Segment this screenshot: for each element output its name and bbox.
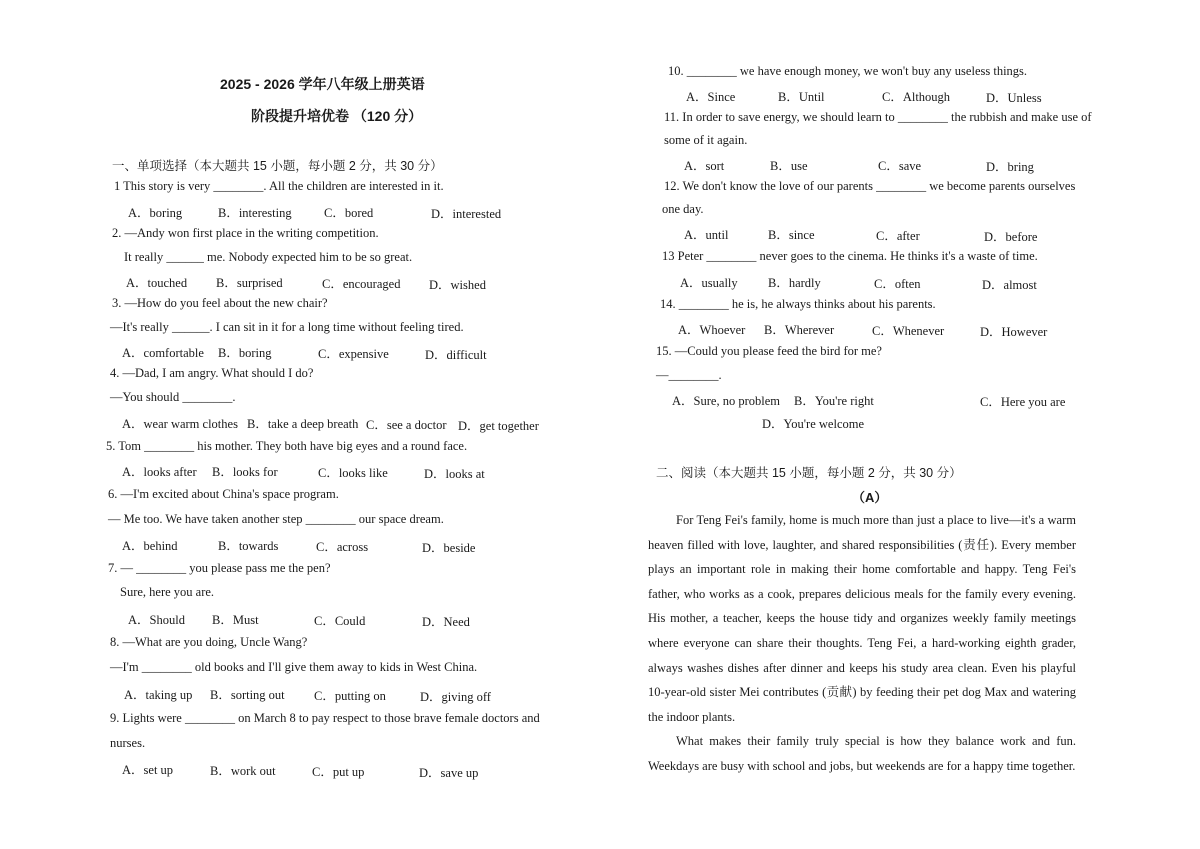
option-b: B．Wherever [764,323,835,337]
question-stem-cont: — Me too. We have taken another step ________ our space dream. [108,512,444,526]
option-c: C．after [876,229,920,243]
option-a: A．wear warm clothes [122,417,238,431]
option-b: B．Until [778,90,825,104]
option-c: C．see a doctor [366,418,447,432]
option-c: C．across [316,540,369,554]
option-a: A．boring [128,206,183,220]
option-d: D．wished [429,278,486,292]
option-c: C．save [878,159,922,173]
option-d: D．before [984,230,1038,244]
question-stem: 9. Lights were ________ on March 8 to pay respect to those brave female doctors and [110,711,540,725]
question-stem: 5. Tom ________ his mother. They both have big eyes and a round face. [106,439,468,453]
option-a: A．touched [126,276,188,290]
option-a: A．Should [128,613,185,627]
question-stem: 3. —How do you feel about the new chair? [112,296,328,310]
question-stem: 13 Peter ________ never goes to the cinema. He thinks it's a waste of time. [662,249,1038,263]
option-c: C．bored [324,206,374,220]
option-b: B．take a deep breath [247,417,359,431]
reading-passage [648,508,1076,779]
question-stem: 14. ________ he is, he always thinks about his parents. [660,297,936,311]
option-b: B．work out [210,764,276,778]
option-d: D．You're welcome [762,417,865,431]
question-stem: 10. ________ we have enough money, we won't buy any useless things. [668,64,1028,78]
exam-subtitle: 阶段提升培优卷 （120 分） [251,108,423,124]
question-stem-cont: one day. [662,202,704,216]
option-b: B．You're right [794,394,874,408]
section2-heading: 二、阅读（本大题共 15 小题，每小题 2 分，共 30 分） [656,466,962,480]
passage-paragraph-1: For Teng Fei's family, home is much more than just a place to live—it's a warm heaven filled with love, laughter, and shared responsibilities (责任). Every member plays an important role in making their home comfortable and happy. Teng Fei's father, who works as a cook, prepares delicious meals for the family every evening. His mother, a teacher, keeps the house tidy and organizes weekly family meetings where everyone can share their thoughts. Teng Fei, a hard-working eighth grader, always washes dishes after dinner and keeps his study area clean. Even his playful 10-year-old sister Mei contributes (贡献) by feeding their pet dog Max and watering the indoor plants. [648,513,1076,724]
option-c: C．Although [882,90,951,104]
option-d: D．giving off [420,690,491,704]
option-a: A．Sure, no problem [672,394,780,408]
option-d: D．beside [422,541,476,555]
option-d: D．save up [419,766,479,780]
option-b: B．since [768,228,815,242]
option-d: D．almost [982,278,1037,292]
question-stem: 15. —Could you please feed the bird for me? [656,344,882,358]
section1-heading: 一、单项选择（本大题共 15 小题，每小题 2 分，共 30 分） [112,159,443,173]
option-c: C．Could [314,614,366,628]
exam-title: 2025 - 2026 学年八年级上册英语 [220,76,425,92]
option-a: A．Whoever [678,323,746,337]
option-c: C．expensive [318,347,389,361]
question-stem: 2. —Andy won first place in the writing competition. [112,226,379,240]
option-c: C．putting on [314,689,386,703]
option-d: D．interested [431,207,502,221]
option-c: C．put up [312,765,365,779]
option-d: D．However [980,325,1048,339]
option-a: A．taking up [124,688,193,702]
question-stem: 4. —Dad, I am angry. What should I do? [110,366,314,380]
option-a: A．looks after [122,465,197,479]
option-d: D．difficult [425,348,487,362]
option-c: C．Here you are [980,395,1066,409]
option-a: A．sort [684,159,725,173]
option-b: B．looks for [212,465,278,479]
option-a: A．comfortable [122,346,204,360]
option-a: A．behind [122,539,178,553]
option-b: B．hardly [768,276,821,290]
question-stem: 8. —What are you doing, Uncle Wang? [110,635,308,649]
option-c: C．encouraged [322,277,401,291]
option-a: A．set up [122,763,174,777]
option-b: B．Must [212,613,259,627]
question-stem-cont: —I'm ________ old books and I'll give them away to kids in West China. [110,660,478,674]
passage-label: （A） [852,490,888,505]
question-stem-cont: —You should ________. [110,390,236,404]
option-b: B．use [770,159,808,173]
option-d: D．Unless [986,91,1042,105]
option-c: C．Whenever [872,324,945,338]
option-b: B．sorting out [210,688,285,702]
option-a: A．until [684,228,729,242]
option-b: B．interesting [218,206,292,220]
option-d: D．get together [458,419,539,433]
question-stem: 6. —I'm excited about China's space program. [108,487,339,501]
question-stem-cont: Sure, here you are. [120,585,215,599]
option-d: D．Need [422,615,470,629]
question-stem: 7. — ________ you please pass me the pen? [108,561,331,575]
question-stem: 1 This story is very ________. All the children are interested in it. [114,179,444,193]
question-stem: 12. We don't know the love of our parents ________ we become parents ourselves [664,179,1076,193]
question-stem-cont: nurses. [110,736,146,750]
option-c: C．often [874,277,921,291]
question-stem-cont: It really ______ me. Nobody expected him to be so great. [124,250,413,264]
question-stem-cont: some of it again. [664,133,748,147]
question-stem-cont: —________. [656,368,722,382]
option-a: A．Since [686,90,736,104]
question-stem-cont: —It's really ______. I can sit in it for a long time without feeling tired. [110,320,464,334]
option-a: A．usually [680,276,738,290]
option-d: D．looks at [424,467,485,481]
passage-paragraph-2: What makes their family truly special is how they balance work and fun. Weekdays are busy with school and jobs, but weekends are for a happy time together. [648,734,1076,773]
option-d: D．bring [986,160,1034,174]
option-b: B．surprised [216,276,283,290]
option-b: B．boring [218,346,272,360]
question-stem: 11. In order to save energy, we should learn to ________ the rubbish and make use of [664,110,1092,124]
option-b: B．towards [218,539,279,553]
option-c: C．looks like [318,466,388,480]
